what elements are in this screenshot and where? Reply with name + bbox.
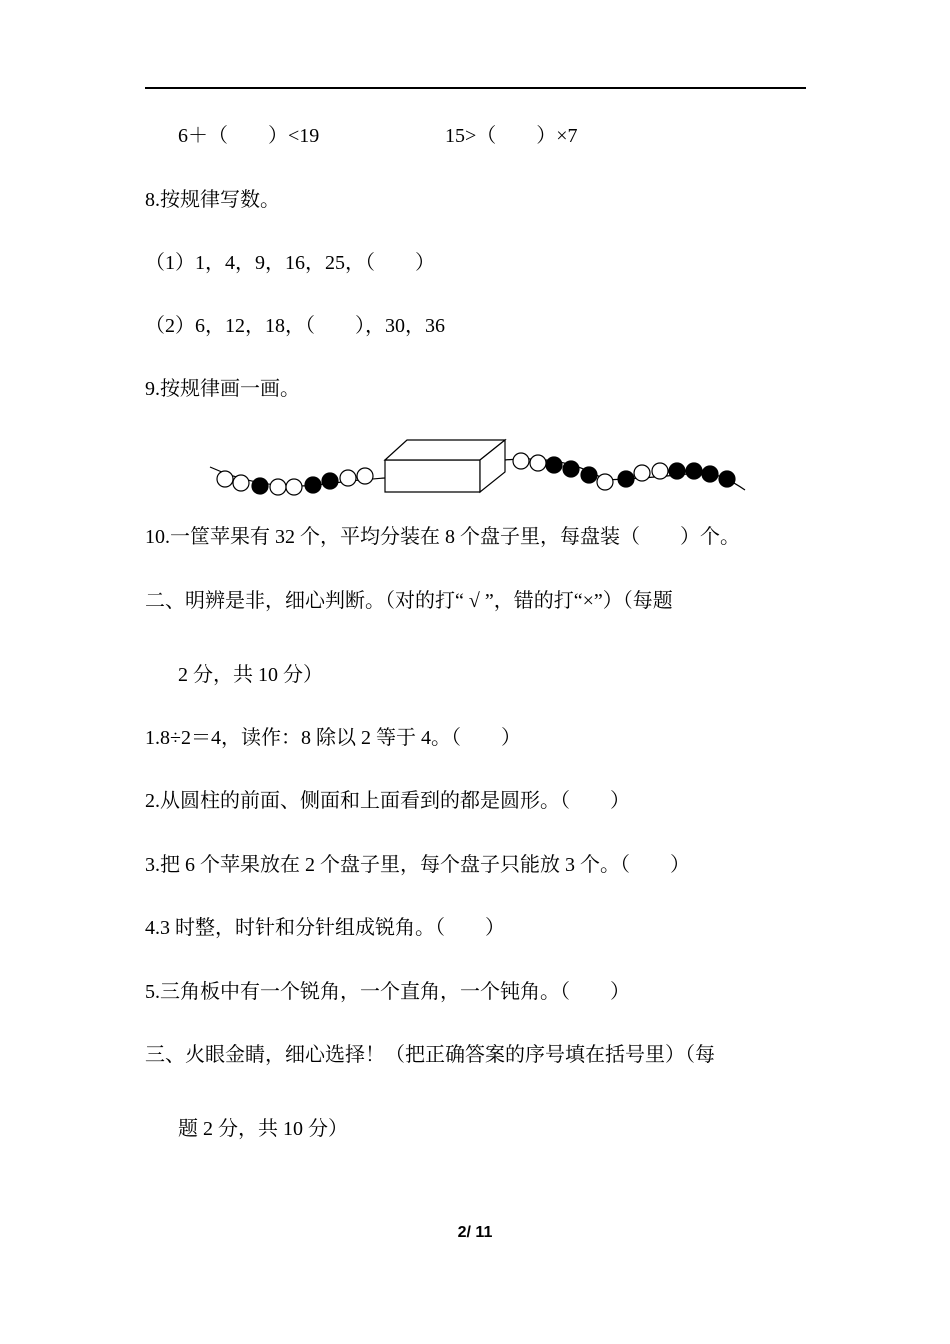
q9-title: 9.按规律画一画。 — [145, 378, 300, 400]
bead-filled — [546, 457, 562, 473]
bead-filled — [719, 471, 735, 487]
bead-layer — [210, 440, 745, 495]
q8-item-1: （1）1，4，9，16，25，（ ） — [145, 252, 435, 274]
bead-hollow — [652, 463, 668, 479]
judge-item-2: 2.从圆柱的前面、侧面和上面看到的都是圆形。（ ） — [145, 790, 630, 812]
judge-item-3: 3.把 6 个苹果放在 2 个盘子里，每个盘子只能放 3 个。（ ） — [145, 854, 690, 876]
bead-filled — [686, 463, 702, 479]
q8-item-2: （2）6，12，18，（ ），30，36 — [145, 315, 445, 337]
bead-hollow — [270, 479, 286, 495]
bead-hollow — [634, 465, 650, 481]
bead-filled — [252, 478, 268, 494]
q7-inequality-left: 6＋（ ）<19 — [178, 125, 320, 147]
page-number: 2/ 11 — [457, 1224, 493, 1241]
bead-hollow — [233, 475, 249, 491]
box-front — [385, 460, 480, 492]
bead-filled — [563, 461, 579, 477]
bead-hollow — [217, 471, 233, 487]
bead-filled — [669, 463, 685, 479]
header-rule — [145, 87, 806, 89]
bead-string-figure — [205, 432, 750, 502]
bead-hollow — [530, 455, 546, 471]
bead-hollow — [340, 470, 356, 486]
judge-item-5: 5.三角板中有一个锐角，一个直角，一个钝角。（ ） — [145, 981, 630, 1003]
bead-hollow — [513, 453, 529, 469]
bead-filled — [618, 471, 634, 487]
bead-filled — [322, 473, 338, 489]
section-3-title-line2: 题 2 分，共 10 分） — [178, 1118, 348, 1140]
section-3-title-line1: 三、火眼金睛，细心选择！（把正确答案的序号填在括号里）（每 — [145, 1044, 715, 1066]
bead-hollow — [286, 479, 302, 495]
bead-filled — [305, 477, 321, 493]
judge-item-4: 4.3 时整，时针和分针组成锐角。（ ） — [145, 917, 505, 939]
bead-hollow — [597, 474, 613, 490]
section-2-title-line2: 2 分，共 10 分） — [178, 664, 323, 686]
bead-hollow — [357, 468, 373, 484]
bead-filled — [581, 467, 597, 483]
section-2-title-line1: 二、明辨是非，细心判断。（对的打“ √ ”，错的打“×”）（每题 — [145, 590, 673, 612]
q7-inequality-right: 15>（ ）×7 — [445, 125, 578, 147]
judge-item-1: 1.8÷2＝4，读作：8 除以 2 等于 4。（ ） — [145, 727, 521, 749]
q10-text: 10.一筐苹果有 32 个，平均分装在 8 个盘子里，每盘装（ ）个。 — [145, 526, 740, 548]
bead-filled — [702, 466, 718, 482]
q8-title: 8.按规律写数。 — [145, 189, 280, 211]
